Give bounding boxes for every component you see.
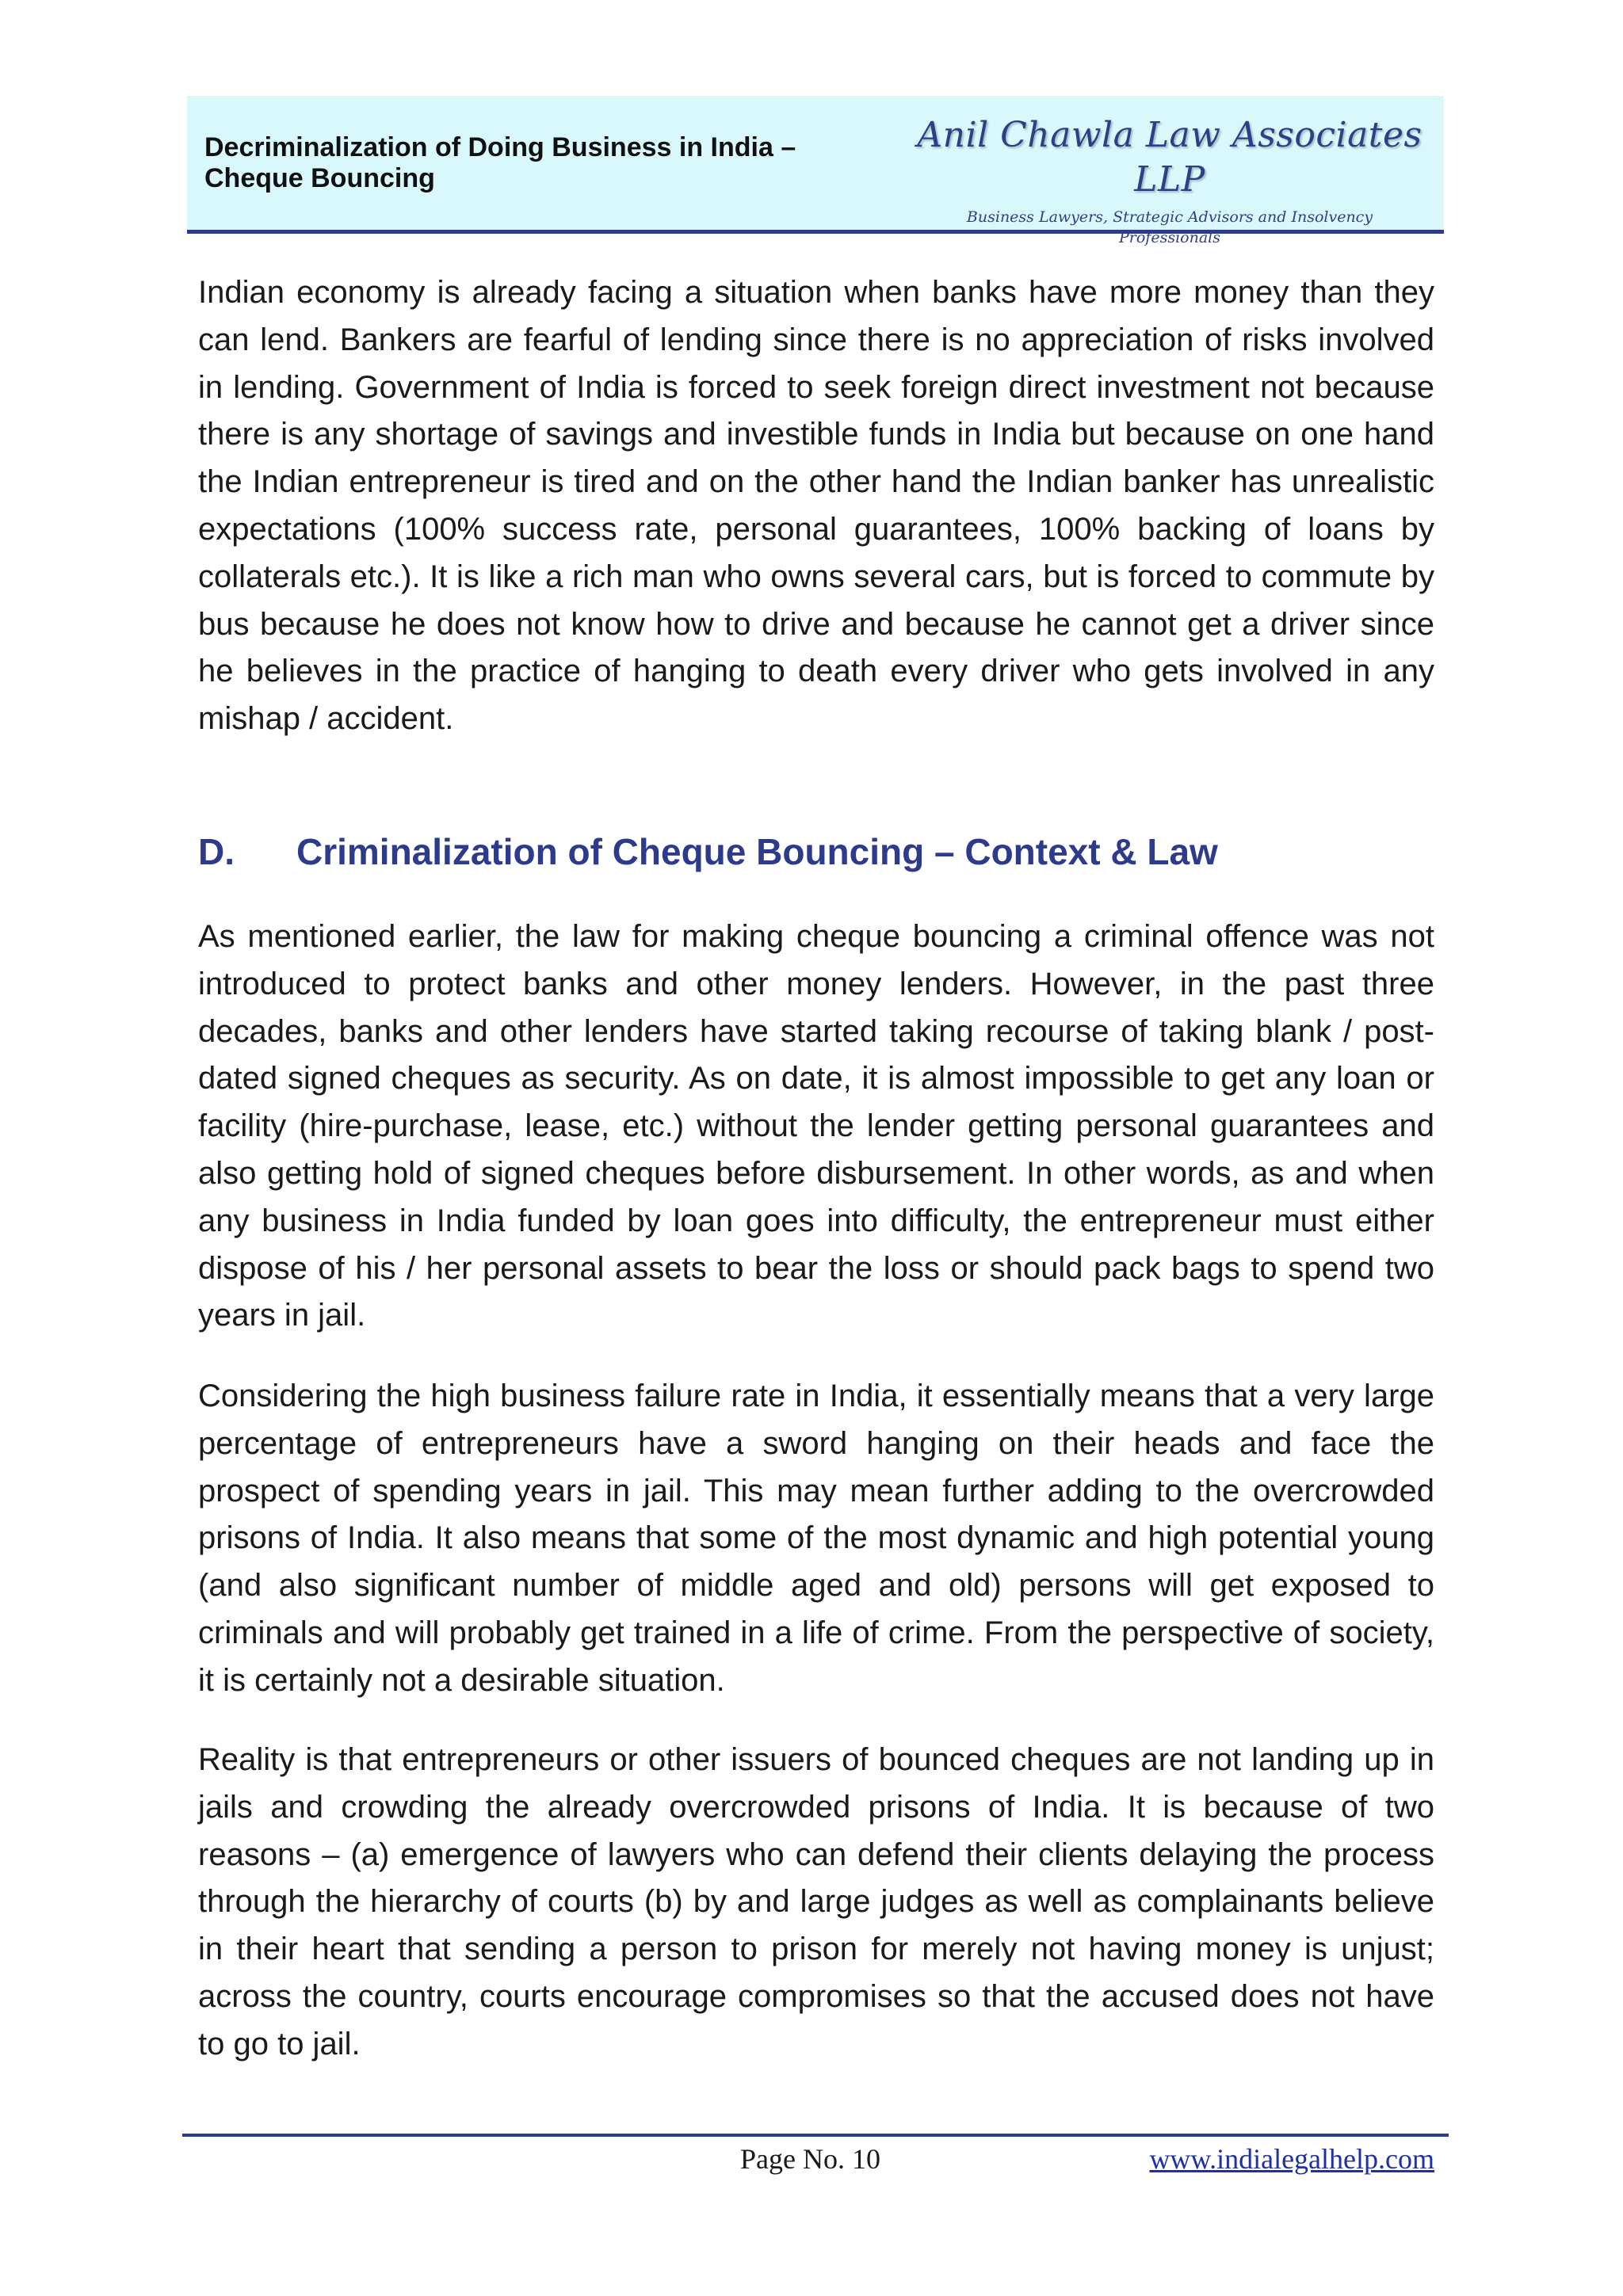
firm-logo-tagline: Business Lawyers, Strategic Advisors and Insolvency Professionals	[966, 208, 1373, 246]
section-title: Criminalization of Cheque Bouncing – Context & Law	[296, 831, 1218, 872]
body-paragraph-2: As mentioned earlier, the law for making cheque bouncing a criminal offence was not introduced to protect banks and other money lenders. However, in the past three decades, banks and other lenders have started taking recourse of taking blank / post-dated signed cheques as security. As on date, it is almost impossible to get any loan or facility (hire-purchase, lease, etc.) without the lender getting personal guarantees and also getting hold of signed cheques before disbursement. In other words, as and when any business in India funded by loan goes into difficulty, the entrepreneur must either dispose of his / her personal assets to bear the loss or should pack bags to spend two years in jail.	[198, 919, 1434, 1333]
body-paragraph-4: Reality is that entrepreneurs or other issuers of bounced cheques are not landing up in jails and crowding the already overcrowded prisons of India. It is because of two reasons – (a) emergence of lawyers who can defend their clients delaying the process through the hierarchy of courts (b) by and large judges as well as complainants believe in their heart that sending a person to prison for merely not having money is unjust; across the country, courts encourage compromises so that the accused does not have to go to jail.	[198, 1742, 1434, 2061]
document-title-line-1: Decriminalization of Doing Business in India –	[204, 132, 796, 162]
firm-logo-name: Anil Chawla Law Associates LLP	[917, 115, 1423, 200]
section-heading	[198, 828, 1218, 875]
section-number: D.	[198, 831, 235, 872]
page-number: Page No. 10	[740, 2143, 880, 2175]
body-paragraph-3: Considering the high business failure rate in India, it essentially means that a very large percentage of entrepreneurs have a sword hanging on their heads and face the prospect of spending years in jail. This may mean further adding to the overcrowded prisons of India. It also means that some of the most dynamic and high potential young (and also significant number of middle aged and old) persons will get exposed to criminals and will probably get trained in a life of crime. From the perspective of society, it is certainly not a desirable situation.	[198, 1379, 1434, 1698]
website-link[interactable]: www.indialegalhelp.com	[1149, 2143, 1434, 2175]
document-title	[204, 132, 838, 194]
footer-divider	[182, 2134, 1449, 2137]
firm-logo	[916, 113, 1423, 248]
document-title-line-2: Cheque Bouncing	[204, 163, 435, 193]
page-header	[187, 96, 1444, 246]
body-paragraph-1: Indian economy is already facing a situation when banks have more money than they can lend. Bankers are fearful of lending since there is no appreciation of risks involved in lending. Government of India is forced to seek foreign direct investment not because there is any shortage of savings and investible funds in India but because on one hand the Indian entrepreneur is tired and on the other hand the Indian banker has unrealistic expectations (100% success rate, personal guarantees, 100% backing of loans by collaterals etc.). It is like a rich man who owns several cars, but is forced to commute by bus because he does not know how to drive and because he cannot get a driver since he believes in the practice of hanging to death every driver who gets involved in any mishap / accident.	[198, 275, 1434, 737]
